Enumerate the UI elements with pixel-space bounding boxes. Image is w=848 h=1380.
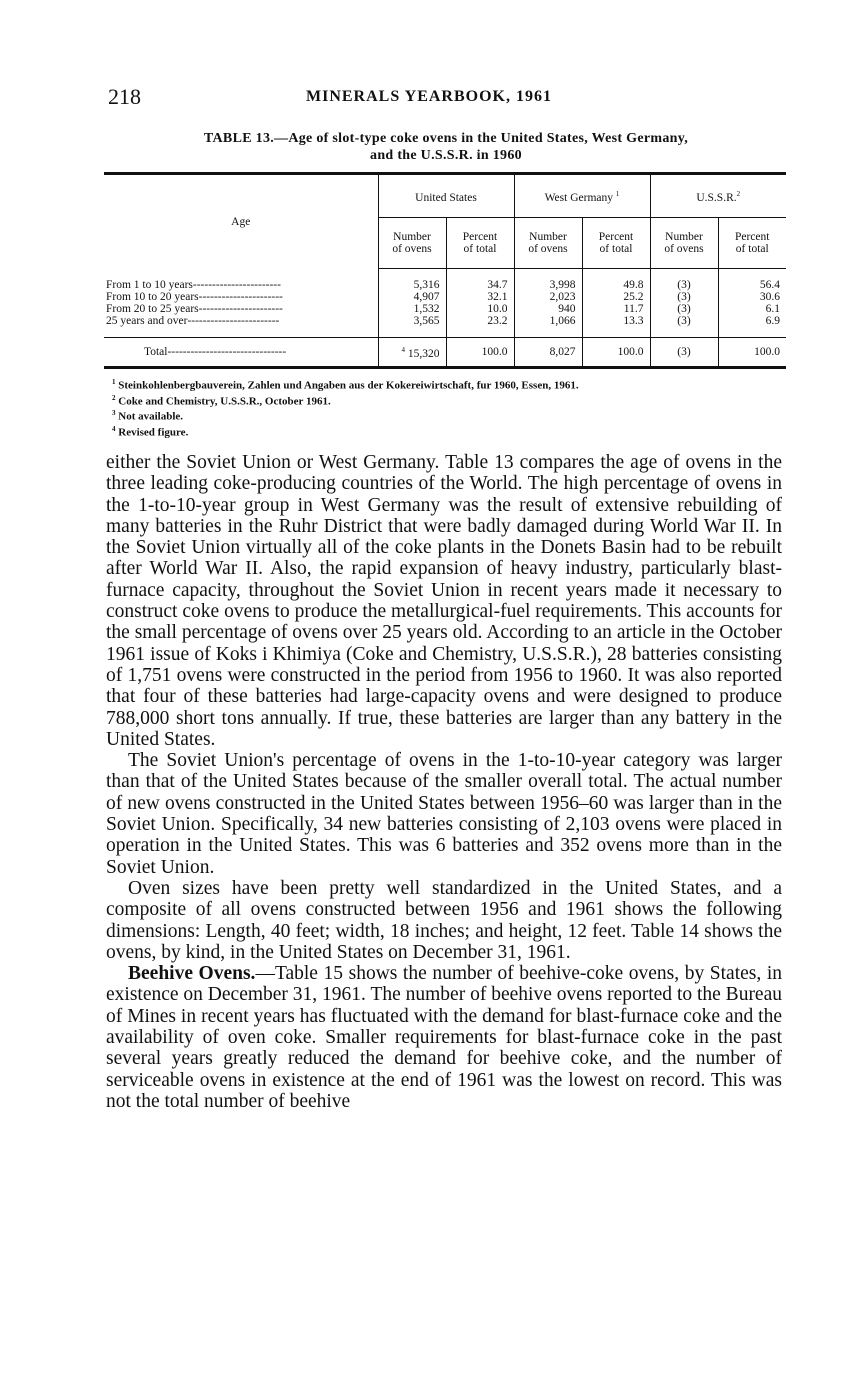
footnote: $^4$ Revised figure.	[112, 424, 189, 439]
ussr-number-cell: (3)	[650, 279, 718, 291]
footnote: $^1$ Steinkohlenbergbauverein, Zahlen und Angaben aus der Kokereiwirtschaft, fur 1960, Essen, 1961.	[112, 378, 579, 392]
table-caption-line-1: TABLE 13.—Age of slot-type coke ovens in the United States, West Germany,	[203, 131, 689, 146]
stub-header: Age	[104, 174, 378, 269]
ussr-percent-cell: 56.4	[718, 279, 786, 291]
run-in-heading: Beehive Ovens.	[128, 963, 256, 985]
table-row	[104, 291, 786, 303]
wg-percent-cell: 25.2	[582, 291, 650, 303]
col-header-wg-number: Number of ovens	[514, 218, 582, 269]
total-us-percent-cell: 100.0	[446, 338, 514, 368]
group-header-ussr: U.S.S.R.$^2$	[650, 174, 786, 218]
us-number-cell: 5,316	[378, 279, 446, 291]
table-caption	[108, 130, 784, 164]
table-footnotes	[112, 376, 782, 439]
ussr-percent-cell: 6.9	[718, 315, 786, 327]
ussr-number-cell: (3)	[650, 315, 718, 327]
total-ussr-number-cell: (3)	[650, 338, 718, 368]
col-header-us-number: Number of ovens	[378, 218, 446, 269]
total-label: Total-------------------------------	[104, 338, 378, 368]
table-total-row	[104, 338, 786, 368]
us-number-cell: 3,565	[378, 315, 446, 327]
col-header-ussr-percent: Percent of total	[718, 218, 786, 269]
total-us-number-cell: $^4$ 15,320	[378, 338, 446, 368]
page-number: 218	[108, 84, 141, 109]
col-header-us-percent: Percent of total	[446, 218, 514, 269]
group-header-united-states: United States	[378, 174, 514, 218]
us-number-cell: 1,532	[378, 303, 446, 315]
total-wg-number-cell: 8,027	[514, 338, 582, 368]
running-head	[108, 84, 784, 110]
paragraph: either the Soviet Union or West Germany. Table 13 compares the age of ovens in the three leading coke-producing countries of the World. The high percentage of ovens in the 1-to-10-year group in West Germany was the result of extensive rebuilding of many batteries in the Ruhr District that were badly damaged during World War II. In the Soviet Union virtually all of the coke plants in the Donets Basin had to be rebuilt after World War II. Also, the rapid expansion of heavy industry, particularly blast-furnace capacity, throughout the Soviet Union in recent years made it necessary to construct coke ovens to produce the metallurgical-fuel requirements. This accounts for the small percentage of ovens over 25 years old. According to an article in the October 1961 issue of Koks i Khimiya (Coke and Chemistry, U.S.S.R.), 28 batteries consisting of 1,751 ovens were constructed in the period from 1956 to 1960. It was also reported that four of these batteries had large-capacity ovens and were designed to produce 788,000 short tons annually. If true, these batteries are larger than any battery in the United States.	[106, 452, 782, 750]
footnote: $^2$ Coke and Chemistry, U.S.S.R., October 1961.	[112, 393, 331, 408]
wg-percent-cell: 49.8	[582, 279, 650, 291]
body-text	[106, 452, 782, 1112]
table-row	[104, 315, 786, 327]
col-header-ussr-number: Number of ovens	[650, 218, 718, 269]
wg-number-cell: 3,998	[514, 279, 582, 291]
us-percent-cell: 23.2	[446, 315, 514, 327]
paragraph: The Soviet Union's percentage of ovens in the 1-to-10-year category was larger than that of the United States because of the smaller overall total. The actual number of new ovens constructed in the United States between 1956–60 was larger than in the Soviet Union. Specifically, 34 new batteries consisting of 2,103 ovens were placed in operation in the United States. This was 6 batteries and 352 ovens more than in the Soviet Union.	[106, 750, 782, 878]
coke-oven-age-table	[104, 172, 786, 369]
table-row	[104, 303, 786, 315]
us-percent-cell: 32.1	[446, 291, 514, 303]
us-percent-cell: 10.0	[446, 303, 514, 315]
wg-percent-cell: 13.3	[582, 315, 650, 327]
table-spacer-row	[104, 269, 786, 280]
table-caption-line-2: and the U.S.S.R. in 1960	[370, 148, 522, 163]
total-ussr-percent-cell: 100.0	[718, 338, 786, 368]
table-header-row-groups	[104, 174, 786, 218]
table-spacer-row	[104, 327, 786, 338]
footnote: $^3$ Not available.	[112, 409, 184, 423]
wg-number-cell: 940	[514, 303, 582, 315]
row-label: From 10 to 20 years----------------------	[106, 291, 283, 303]
paragraph: Oven sizes have been pretty well standardized in the United States, and a composite of all ovens constructed between 1956 and 1961 shows the following dimensions: Length, 40 feet; width, 18 inches; and height, 12 feet. Table 14 shows the ovens, by kind, in the United States on December 31, 1961.	[106, 877, 782, 963]
table-row	[104, 279, 786, 291]
ussr-percent-cell: 30.6	[718, 291, 786, 303]
ussr-number-cell: (3)	[650, 303, 718, 315]
wg-number-cell: 2,023	[514, 291, 582, 303]
wg-number-cell: 1,066	[514, 315, 582, 327]
ussr-percent-cell: 6.1	[718, 303, 786, 315]
running-title: MINERALS YEARBOOK, 1961	[306, 88, 552, 105]
total-wg-percent-cell: 100.0	[582, 338, 650, 368]
row-label: 25 years and over------------------------	[106, 315, 280, 327]
col-header-wg-percent: Percent of total	[582, 218, 650, 269]
row-label: From 1 to 10 years-----------------------	[106, 279, 281, 291]
group-header-west-germany: West Germany $^1$	[514, 174, 650, 218]
ussr-number-cell: (3)	[650, 291, 718, 303]
wg-percent-cell: 11.7	[582, 303, 650, 315]
paragraph	[106, 963, 782, 1112]
row-label: From 20 to 25 years----------------------	[106, 303, 283, 315]
us-percent-cell: 34.7	[446, 279, 514, 291]
paragraph-text: —Table 15 shows the number of beehive-coke ovens, by States, in existence on December 31, 1961. The number of beehive ovens reported to the Bureau of Mines in recent years has fluctuated with the demand for blast-furnace coke and the availability of oven coke. Smaller requirements for blast-furnace coke in the past several years greatly reduced the demand for beehive coke, and the number of serviceable ovens in existence at the end of 1961 was the lowest on record. This was not the total number of beehive	[106, 963, 782, 1112]
us-number-cell: 4,907	[378, 291, 446, 303]
